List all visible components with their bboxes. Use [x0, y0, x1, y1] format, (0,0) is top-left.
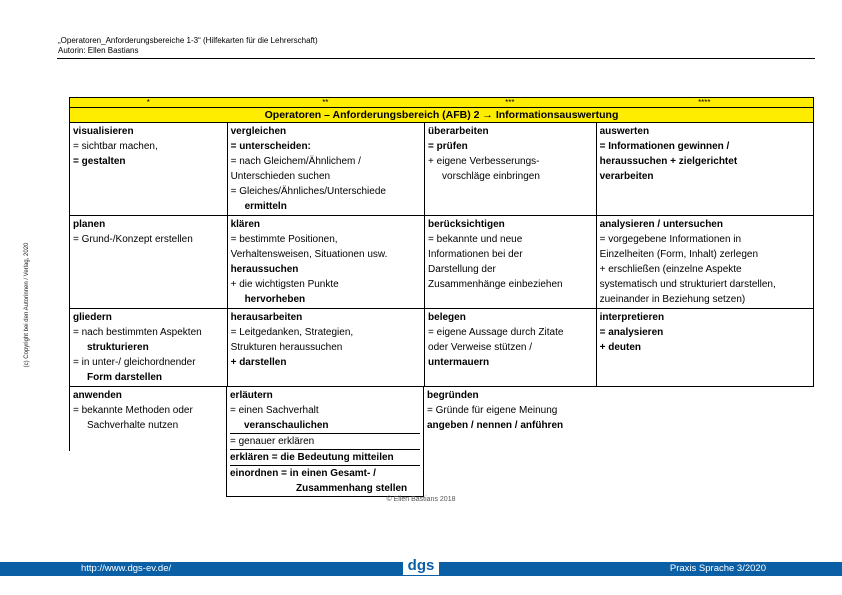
cell-line: Zusammenhänge einbeziehen: [428, 279, 563, 290]
cell-line: Verhaltensweisen, Situationen usw.: [230, 249, 388, 260]
cell-line: hervorheben: [244, 294, 306, 305]
cell-line: = genauer erklären: [230, 433, 420, 449]
operator-term: überarbeiten: [428, 126, 489, 137]
cell-line: Sachverhalte nutzen: [87, 420, 179, 431]
table-cell: [227, 309, 424, 386]
side-copyright-note: (c) Copyright bei den Autorinnen / Verlag, 2020: [24, 242, 30, 368]
cell-line: vorschläge einbringen: [442, 171, 540, 182]
operators-table: [69, 97, 814, 497]
cell-line: Strukturen heraussuchen: [230, 342, 343, 353]
cell-line: = gestalten: [73, 156, 126, 167]
footer-issue: Praxis Sprache 3/2020: [669, 563, 766, 574]
table-title: Operatoren – Anforderungsbereich (AFB) 2 → Informationsauswertung: [69, 107, 814, 123]
cell-line: + die wichtigsten Punkte: [230, 279, 339, 290]
operator-term: klären: [230, 219, 261, 230]
cell-line: heraussuchen + zielgerichtet: [599, 156, 738, 167]
cell-line: = bekannte und neue: [428, 234, 523, 245]
stars-4: ****: [698, 98, 711, 107]
cell-line: = in unter-/ gleichordnender: [73, 357, 196, 368]
table-row: [69, 216, 814, 309]
cell-line: = Gleiches/Ähnliches/Unterschiede: [230, 186, 386, 197]
cell-line: Unterschieden suchen: [230, 171, 331, 182]
operator-term: vergleichen: [230, 126, 287, 137]
stars-3: ***: [505, 98, 515, 107]
table-cell: [596, 123, 813, 215]
cell-line: + eigene Verbesserungs-: [428, 156, 540, 167]
table-cell: [424, 309, 596, 386]
table-cell: [69, 387, 226, 451]
cell-line: + erschließen (einzelne Aspekte: [599, 264, 742, 275]
cell-line: ermitteln: [244, 201, 287, 212]
cell-line: + darstellen: [230, 357, 287, 368]
table-cell: [424, 216, 596, 308]
operator-term: begründen: [427, 390, 479, 401]
copyright-text: © Ellen Bastians 2018: [386, 496, 456, 503]
cell-line: Einzelheiten (Form, Inhalt) zerlegen: [599, 249, 759, 260]
table-cell: [70, 216, 227, 308]
cell-line: Informationen bei der: [428, 249, 523, 260]
cell-line: zueinander in Beziehung setzen): [599, 294, 746, 305]
cell-line: = einen Sachverhalt: [230, 405, 319, 416]
cell-line: = bestimmte Positionen,: [230, 234, 338, 245]
cell-line: heraussuchen: [230, 264, 299, 275]
operator-term: auswerten: [599, 126, 650, 137]
header-title: „Operatoren_Anforderungsbereiche 1-3“ (Hilfekarten für die Lehrerschaft): [58, 36, 318, 45]
cell-line: verarbeiten: [599, 171, 654, 182]
cell-line: = Gründe für eigene Meinung: [427, 405, 558, 416]
cell-line: = eigene Aussage durch Zitate: [428, 327, 564, 338]
operator-term: analysieren / untersuchen: [599, 219, 723, 230]
cell-line: Darstellung der: [428, 264, 496, 275]
table-cell: [227, 123, 424, 215]
operator-term: belegen: [428, 312, 466, 323]
difficulty-stars-row: [69, 97, 814, 107]
cell-line: = analysieren: [599, 327, 664, 338]
cell-line: = sichtbar machen,: [73, 141, 158, 152]
table-cell: [596, 309, 813, 386]
cell-line: angeben / nennen / anführen: [427, 420, 564, 431]
cell-line: Zusammenhang stellen: [296, 483, 408, 494]
stars-2: **: [322, 98, 329, 107]
table-cell: [424, 387, 596, 434]
cell-line: = nach bestimmten Aspekten: [73, 327, 202, 338]
table-cell: [424, 123, 596, 215]
operator-term: berücksichtigen: [428, 219, 505, 230]
stars-1: *: [146, 98, 150, 107]
operator-term: herausarbeiten: [230, 312, 303, 323]
cell-line: untermauern: [428, 357, 490, 368]
cell-line: = nach Gleichem/Ähnlichem /: [230, 156, 361, 167]
table-cell: [70, 123, 227, 215]
operator-term: erläutern: [230, 390, 273, 401]
cell-line: = unterscheiden:: [230, 141, 311, 152]
cell-line: + deuten: [599, 342, 641, 353]
operator-term: visualisieren: [73, 126, 134, 137]
table-cell: [596, 216, 813, 308]
cell-line: = bekannte Methoden oder: [73, 405, 193, 416]
cell-line: oder Verweise stützen /: [428, 342, 532, 353]
cell-line: veranschaulichen: [244, 420, 329, 431]
dgs-logo: dgs: [403, 557, 439, 575]
operator-term: interpretieren: [599, 312, 665, 323]
operator-term: planen: [73, 219, 106, 230]
operator-term: gliedern: [73, 312, 112, 323]
cell-line: strukturieren: [87, 342, 149, 353]
cell-line: = Leitgedanken, Strategien,: [230, 327, 354, 338]
operator-term: anwenden: [73, 390, 122, 401]
document-header: [58, 36, 318, 56]
table-row: [69, 387, 814, 497]
table-row: [69, 123, 814, 216]
table-cell: [226, 387, 424, 497]
cell-line: = vorgegebene Informationen in: [599, 234, 742, 245]
cell-line: einordnen = in einen Gesamt- /: [230, 465, 420, 481]
footer-url-link[interactable]: http://www.dgs-ev.de/: [81, 563, 172, 574]
table-row: [69, 309, 814, 387]
cell-line: = prüfen: [428, 141, 468, 152]
cell-line: systematisch und strukturiert darstellen,: [599, 279, 776, 290]
table-cell: [70, 309, 227, 386]
cell-line: Form darstellen: [87, 372, 163, 383]
header-divider: [57, 58, 815, 59]
header-author: Autorin: Ellen Bastians: [58, 46, 139, 55]
cell-line: = Informationen gewinnen /: [599, 141, 730, 152]
table-cell: [227, 216, 424, 308]
cell-line: = Grund-/Konzept erstellen: [73, 234, 193, 245]
cell-line: erklären = die Bedeutung mitteilen: [230, 449, 420, 465]
